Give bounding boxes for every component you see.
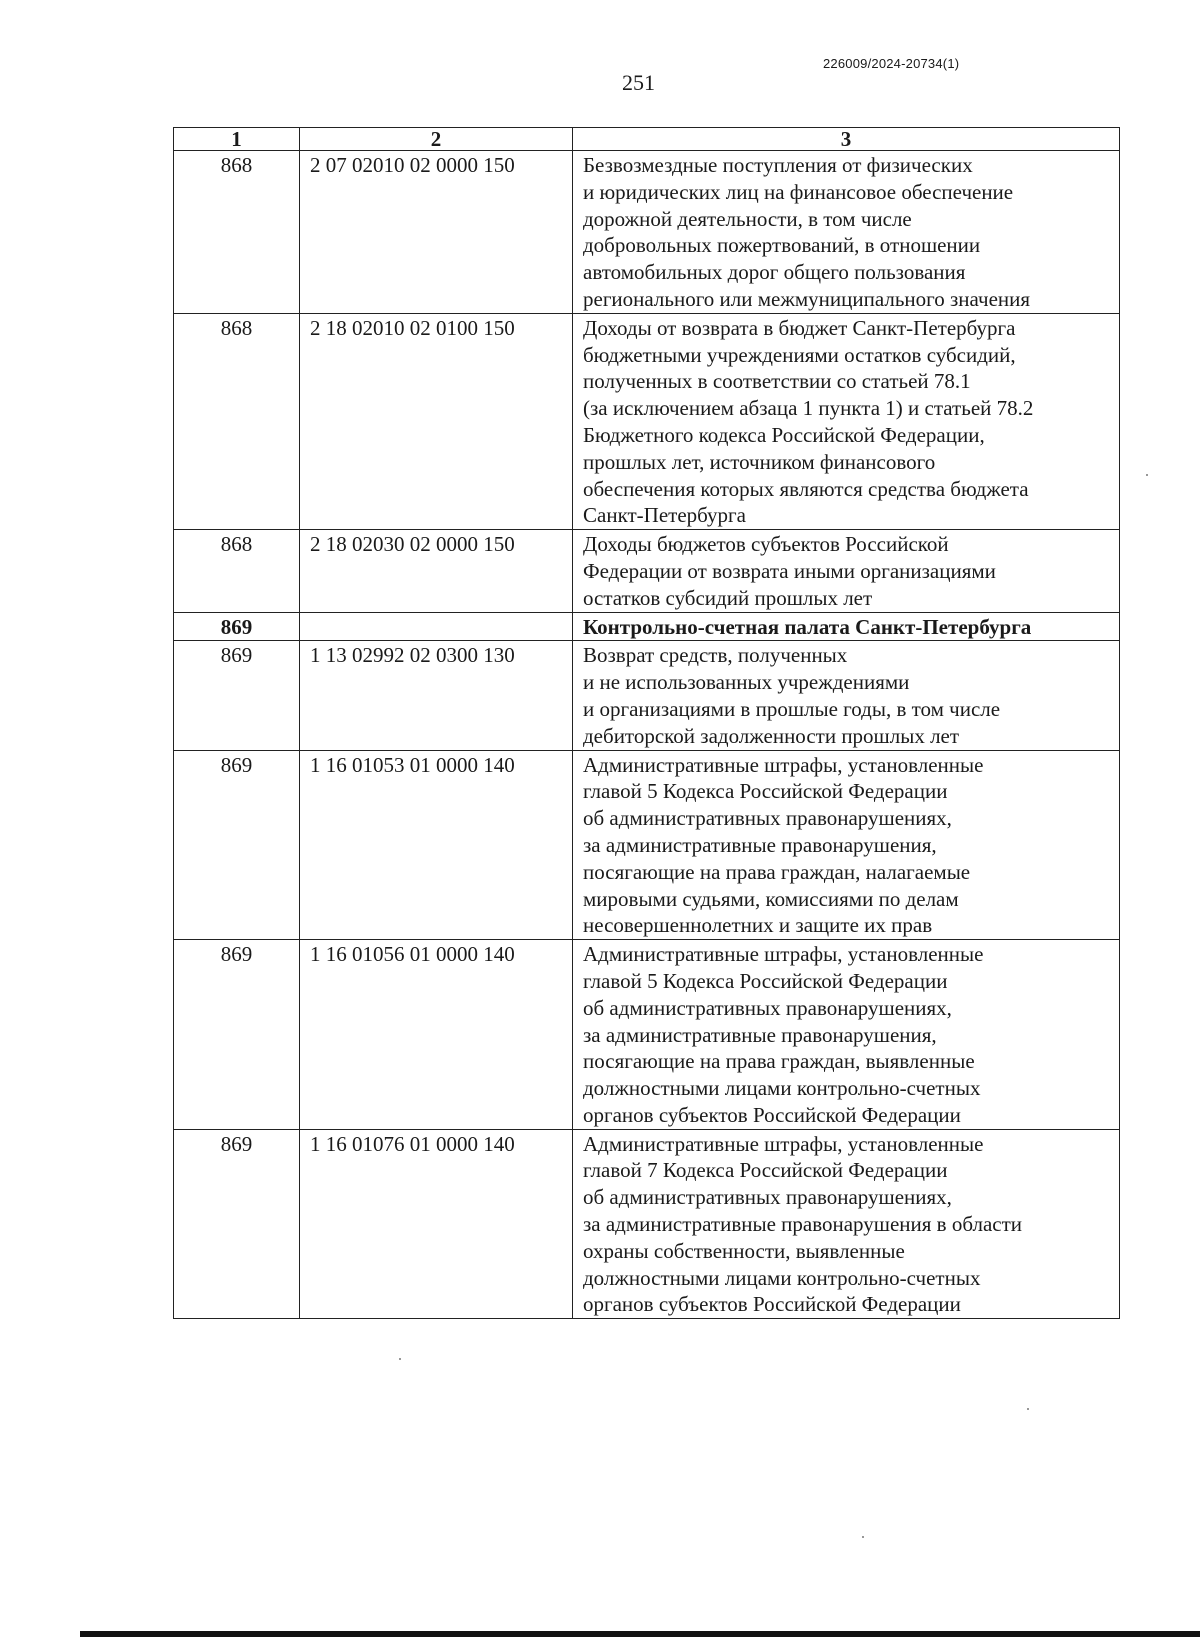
description-line: Доходы бюджетов субъектов Российской — [583, 532, 949, 557]
table-header — [174, 128, 1120, 151]
description-line: и организациями в прошлые годы, в том числе — [583, 696, 1001, 721]
column-header-1: 1 — [174, 128, 300, 151]
description-line: Административные штрафы, установленные — [583, 752, 984, 777]
description-line: обеспечения которых являются средства бюджета — [583, 476, 1029, 501]
description-line: должностными лицами контрольно-счетных — [583, 1076, 981, 1101]
admin-code-cell: 869 — [174, 940, 300, 1130]
description-line: автомобильных дорог общего пользования — [583, 260, 966, 285]
description-cell — [573, 530, 1120, 612]
description-line: об административных правонарушениях, — [583, 1185, 952, 1210]
description-cell — [573, 641, 1120, 750]
admin-code-cell: 869 — [174, 750, 300, 940]
description-line: Федерации от возврата иными организациями — [583, 558, 996, 583]
description-line: посягающие на права граждан, налагаемые — [583, 859, 971, 884]
description-line: добровольных пожертвований, в отношении — [583, 233, 981, 258]
description-line: об административных правонарушениях, — [583, 806, 952, 831]
description-line: Контрольно-счетная палата Санкт-Петербурга — [583, 614, 1032, 639]
description-line: (за исключением абзаца 1 пункта 1) и статьей 78.2 — [583, 396, 1034, 421]
description-line: Безвозмездные поступления от физических — [583, 153, 973, 177]
column-header-2: 2 — [300, 128, 573, 151]
description-line: мировыми судьями, комиссиями по делам — [583, 886, 959, 911]
description-line: полученных в соответствии со статьей 78.1 — [583, 369, 971, 394]
table-row — [174, 530, 1120, 612]
page-number: 251 — [622, 70, 655, 95]
description-line: главой 5 Кодекса Российской Федерации — [583, 968, 948, 993]
description-line: прошлых лет, источником финансового — [583, 449, 936, 474]
description-line: дорожной деятельности, в том числе — [583, 206, 912, 231]
description-line: главой 5 Кодекса Российской Федерации — [583, 779, 948, 804]
description-line: регионального или межмуниципального значения — [583, 286, 1031, 311]
revenue-code-cell — [300, 612, 573, 641]
revenue-code-cell: 2 18 02010 02 0100 150 — [300, 313, 573, 529]
description-cell — [573, 1129, 1120, 1319]
description-line: должностными лицами контрольно-счетных — [583, 1265, 981, 1290]
description-line: за административные правонарушения в области — [583, 1212, 1023, 1237]
table-row — [174, 313, 1120, 529]
table-row — [174, 750, 1120, 940]
revenue-code-cell: 1 16 01053 01 0000 140 — [300, 750, 573, 940]
revenue-code-cell: 1 13 02992 02 0300 130 — [300, 641, 573, 750]
document-registration-number: 226009/2024-20734(1) — [823, 56, 960, 71]
description-line: бюджетными учреждениями остатков субсидий, — [583, 342, 1016, 367]
table-row — [174, 641, 1120, 750]
table-row — [174, 940, 1120, 1130]
description-line: Административные штрафы, установленные — [583, 942, 984, 967]
description-cell — [573, 612, 1120, 641]
description-line: органов субъектов Российской Федерации — [583, 1292, 961, 1317]
admin-code-cell: 869 — [174, 641, 300, 750]
revenue-codes-table — [173, 127, 1120, 1319]
revenue-code-cell: 1 16 01056 01 0000 140 — [300, 940, 573, 1130]
admin-code-cell: 868 — [174, 151, 300, 314]
description-line: главой 7 Кодекса Российской Федерации — [583, 1158, 948, 1183]
description-line: Доходы от возврата в бюджет Санкт-Петербурга — [583, 315, 1016, 340]
description-line: несовершеннолетних и защите их прав — [583, 913, 933, 938]
description-line: и не использованных учреждениями — [583, 670, 910, 695]
admin-code-cell: 869 — [174, 1129, 300, 1319]
table-row — [174, 151, 1120, 314]
revenue-code-cell: 2 18 02030 02 0000 150 — [300, 530, 573, 612]
admin-code-cell: 868 — [174, 530, 300, 612]
description-line: дебиторской задолженности прошлых лет — [583, 723, 960, 748]
description-line: органов субъектов Российской Федерации — [583, 1102, 961, 1127]
description-line: об административных правонарушениях, — [583, 995, 952, 1020]
admin-code-cell: 869 — [174, 612, 300, 641]
description-cell — [573, 151, 1120, 314]
description-line: посягающие на права граждан, выявленные — [583, 1049, 975, 1074]
description-line: Административные штрафы, установленные — [583, 1131, 984, 1156]
scan-bottom-edge — [80, 1631, 1200, 1637]
description-line: Бюджетного кодекса Российской Федерации, — [583, 422, 985, 447]
description-line: Возврат средств, полученных — [583, 643, 848, 668]
admin-code-cell: 868 — [174, 313, 300, 529]
description-line: остатков субсидий прошлых лет — [583, 585, 873, 610]
table-row — [174, 1129, 1120, 1319]
table-header-row — [174, 128, 1120, 151]
description-line: охраны собственности, выявленные — [583, 1238, 905, 1263]
section-header-row — [174, 612, 1120, 641]
description-line: за административные правонарушения, — [583, 832, 937, 857]
revenue-code-cell: 2 07 02010 02 0000 150 — [300, 151, 573, 314]
scan-speck — [1146, 474, 1148, 476]
description-cell — [573, 313, 1120, 529]
scan-speck — [862, 1536, 864, 1538]
description-line: Санкт-Петербурга — [583, 503, 746, 528]
description-cell — [573, 940, 1120, 1130]
scan-speck — [399, 1358, 401, 1360]
table-body — [174, 151, 1120, 1319]
description-cell — [573, 750, 1120, 940]
column-header-3: 3 — [573, 128, 1120, 151]
scan-speck — [1027, 1408, 1029, 1410]
revenue-code-cell: 1 16 01076 01 0000 140 — [300, 1129, 573, 1319]
description-line: и юридических лиц на финансовое обеспечение — [583, 179, 1014, 204]
description-line: за административные правонарушения, — [583, 1022, 937, 1047]
